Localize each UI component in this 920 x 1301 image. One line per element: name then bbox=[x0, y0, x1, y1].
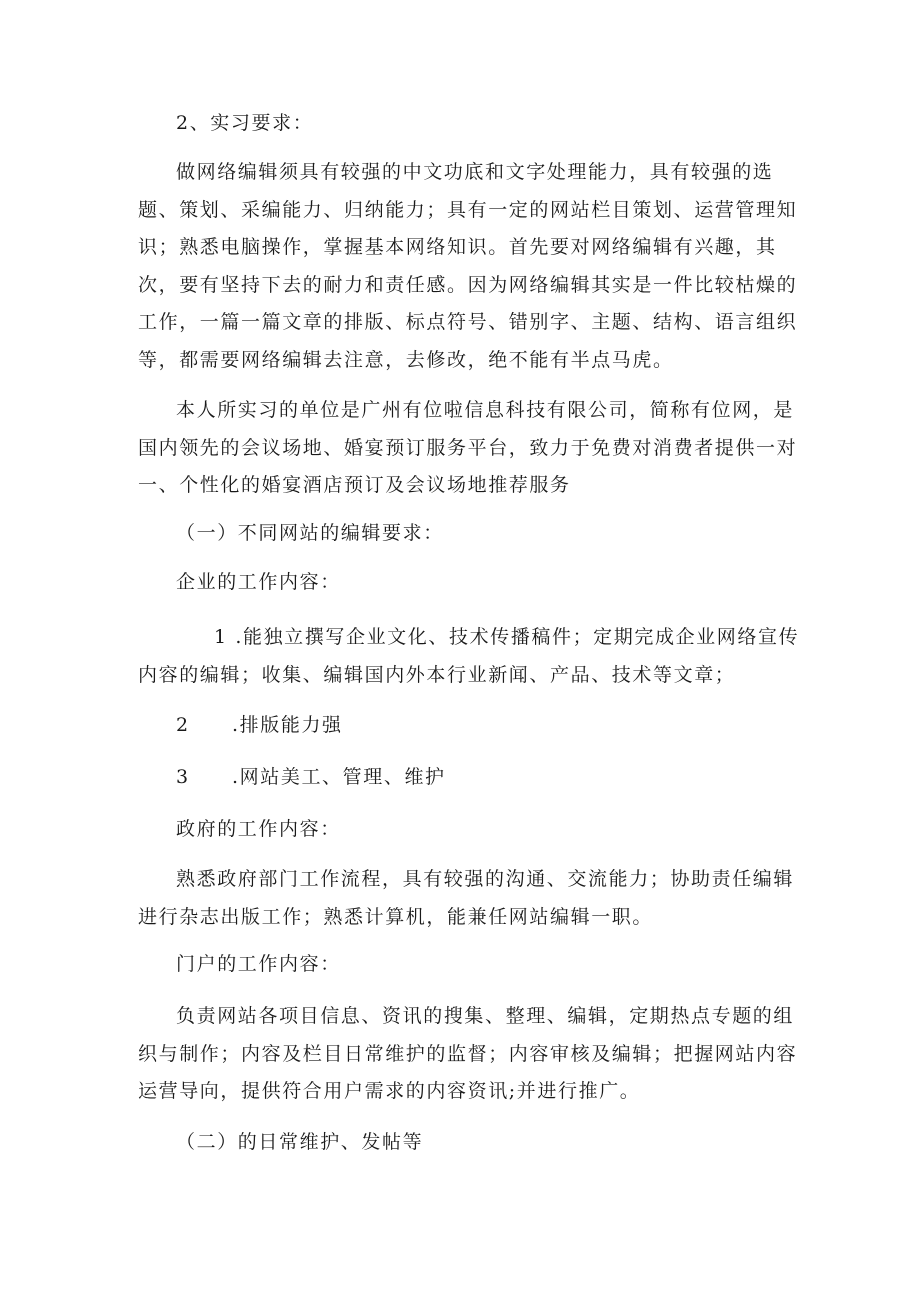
section-one-title: （一）不同网站的编辑要求： bbox=[176, 522, 444, 544]
enterprise-item-1 bbox=[138, 619, 806, 694]
enterprise-item-3 bbox=[176, 759, 816, 797]
enterprise-item-1-text: .能独立撰写企业文化、技术传播稿件；定期完成企业网络宣传内容的编辑；收集、编辑国内外本行业新闻、产品、技术等文章； bbox=[138, 626, 800, 686]
enterprise-item-2-number: 2 bbox=[176, 714, 190, 736]
enterprise-title: 企业的工作内容： bbox=[176, 571, 341, 593]
paragraph-editor-skills: 做网络编辑须具有较强的中文功底和文字处理能力，具有较强的选题、策划、采编能力、归纳能力；具有一定的网站栏目策划、运营管理知识；熟悉电脑操作，掌握基本网络知识。首先要对网络编辑有兴趣，其次，要有坚持下去的耐力和责任感。因为网络编辑其实是一件比较枯燥的工作，一篇一篇文章的排版、标点符号、错别字、主题、结构、语言组织等，都需要网络编辑去注意，去修改，绝不能有半点马虎。 bbox=[138, 161, 798, 371]
government-text: 熟悉政府部门工作流程，具有较强的沟通、交流能力；协助责任编辑进行杂志出版工作；熟悉计算机，能兼任网站编辑一职。 bbox=[138, 868, 795, 928]
enterprise-item-3-number: 3 bbox=[176, 766, 190, 788]
enterprise-item-2 bbox=[176, 707, 816, 745]
portal-title: 门户的工作内容： bbox=[176, 953, 341, 975]
enterprise-item-3-text: .网站美工、管理、维护 bbox=[232, 766, 446, 788]
section-two-title: （二）的日常维护、发帖等 bbox=[176, 1131, 424, 1153]
paragraph-company-intro: 本人所实习的单位是广州有位啦信息科技有限公司，简称有位网，是国内领先的会议场地、婚宴预订服务平台，致力于免费对消费者提供一对一、个性化的婚宴酒店预订及会议场地推荐服务 bbox=[138, 399, 798, 496]
enterprise-item-2-text: .排版能力强 bbox=[232, 714, 343, 736]
portal-text: 负责网站各项目信息、资讯的搜集、整理、编辑，定期热点专题的组织与制作；内容及栏目日常维护的监督；内容审核及编辑；把握网站内容运营导向，提供符合用户需求的内容资讯;并进行推广。 bbox=[138, 1005, 798, 1102]
government-title: 政府的工作内容： bbox=[176, 818, 341, 840]
heading-internship-requirements: 2、实习要求： bbox=[176, 112, 314, 134]
enterprise-item-1-number: 1 bbox=[214, 626, 228, 648]
